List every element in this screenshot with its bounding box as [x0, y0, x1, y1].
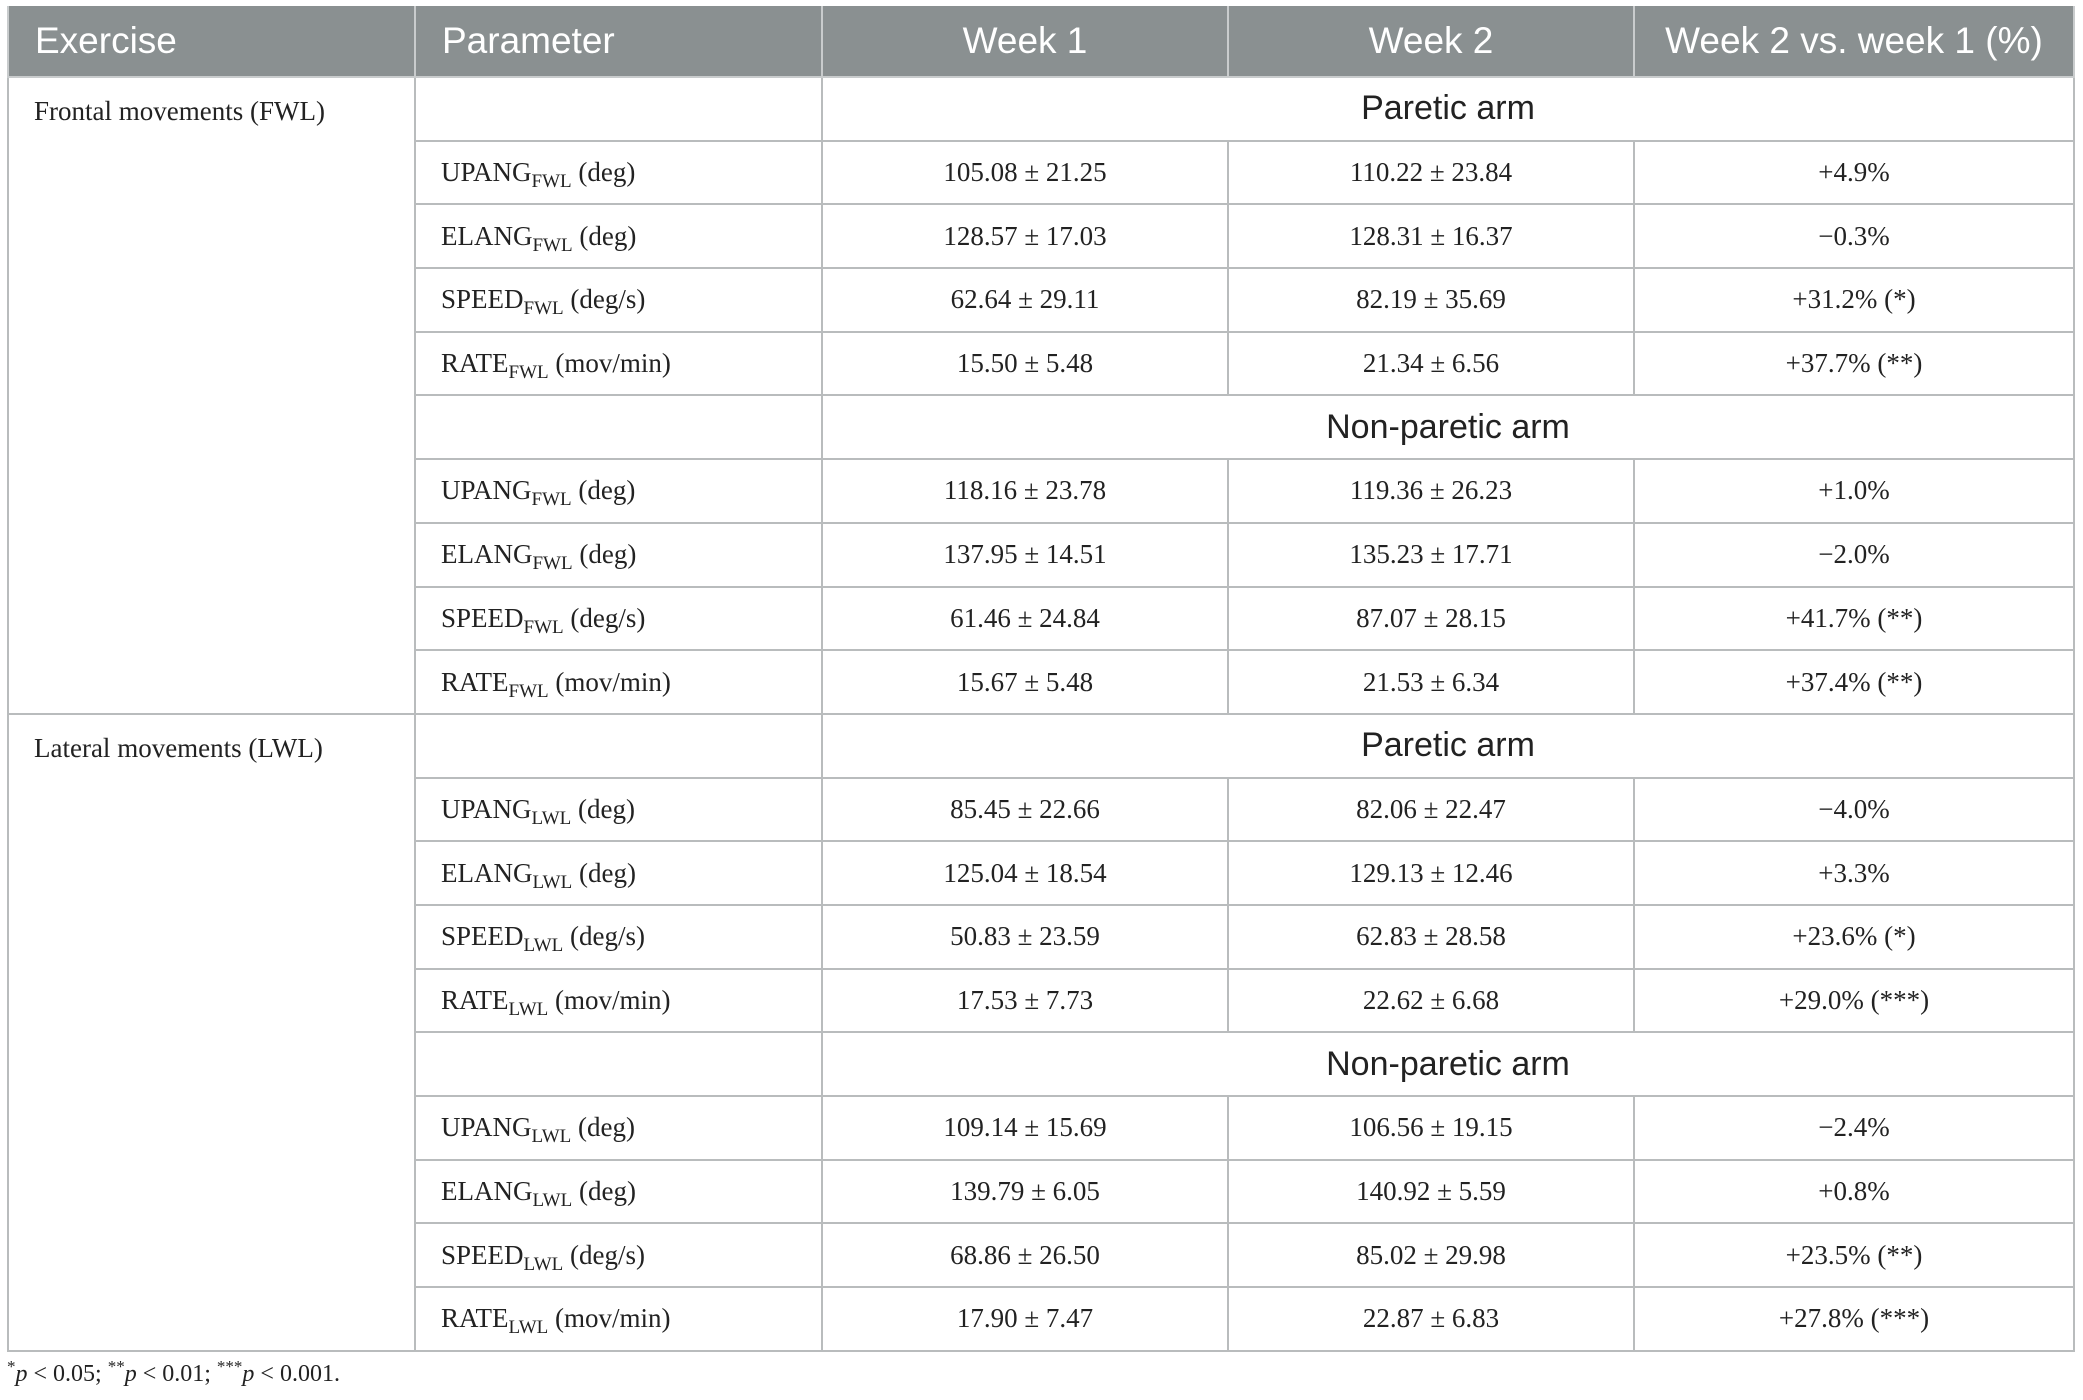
- parameter-unit: (mov/min): [548, 984, 671, 1015]
- change-value: +37.4% (**): [1634, 650, 2074, 714]
- results-table: [7, 6, 2075, 1352]
- arm-group-label: Paretic arm: [822, 714, 2074, 778]
- week1-value: 137.95 ± 14.51: [822, 523, 1228, 587]
- empty-cell: [415, 395, 822, 459]
- change-value: +4.9%: [1634, 141, 2074, 205]
- parameter-subscript: FWL: [508, 680, 549, 702]
- parameter-cell: [415, 778, 822, 842]
- week1-value: 50.83 ± 23.59: [822, 905, 1228, 969]
- parameter-name: SPEED: [441, 284, 524, 315]
- table-body: [8, 77, 2074, 1351]
- footnote-t3: < 0.001.: [254, 1361, 340, 1387]
- week2-value: 140.92 ± 5.59: [1228, 1160, 1634, 1224]
- change-value: +41.7% (**): [1634, 587, 2074, 651]
- week1-value: 15.50 ± 5.48: [822, 332, 1228, 396]
- parameter-name: SPEED: [441, 602, 524, 633]
- parameter-cell: [415, 204, 822, 268]
- parameter-unit: (deg): [572, 857, 636, 888]
- week2-value: 62.83 ± 28.58: [1228, 905, 1634, 969]
- empty-cell: [415, 714, 822, 778]
- parameter-cell: [415, 332, 822, 396]
- change-value: −2.0%: [1634, 523, 2074, 587]
- arm-group-label: Non-paretic arm: [822, 395, 2074, 459]
- change-value: −0.3%: [1634, 204, 2074, 268]
- parameter-unit: (deg/s): [563, 1239, 646, 1270]
- empty-cell: [415, 1032, 822, 1096]
- parameter-subscript: FWL: [531, 171, 572, 193]
- header-parameter: Parameter: [415, 6, 822, 77]
- week2-value: 22.87 ± 6.83: [1228, 1287, 1634, 1351]
- week2-value: 87.07 ± 28.15: [1228, 587, 1634, 651]
- footnote-t1: < 0.05;: [27, 1361, 108, 1387]
- week2-value: 21.53 ± 6.34: [1228, 650, 1634, 714]
- week1-value: 118.16 ± 23.78: [822, 459, 1228, 523]
- parameter-name: UPANG: [441, 157, 532, 188]
- parameter-name: SPEED: [441, 1239, 524, 1270]
- week2-value: 110.22 ± 23.84: [1228, 141, 1634, 205]
- parameter-name: RATE: [441, 1303, 509, 1334]
- week1-value: 139.79 ± 6.05: [822, 1160, 1228, 1224]
- parameter-unit: (mov/min): [548, 666, 671, 697]
- week2-value: 119.36 ± 26.23: [1228, 459, 1634, 523]
- parameter-unit: (deg/s): [563, 602, 646, 633]
- week1-value: 61.46 ± 24.84: [822, 587, 1228, 651]
- parameter-cell: [415, 650, 822, 714]
- week1-value: 17.53 ± 7.73: [822, 969, 1228, 1033]
- footnote-t2: < 0.01;: [136, 1361, 217, 1387]
- parameter-subscript: LWL: [508, 1317, 549, 1339]
- parameter-unit: (deg/s): [563, 284, 646, 315]
- parameter-subscript: LWL: [532, 871, 573, 893]
- parameter-subscript: FWL: [532, 234, 573, 256]
- week1-value: 68.86 ± 26.50: [822, 1223, 1228, 1287]
- exercise-label: Frontal movements (FWL): [8, 77, 415, 714]
- parameter-cell: [415, 268, 822, 332]
- change-value: +23.6% (*): [1634, 905, 2074, 969]
- parameter-name: SPEED: [441, 921, 524, 952]
- parameter-cell: [415, 523, 822, 587]
- week2-value: 85.02 ± 29.98: [1228, 1223, 1634, 1287]
- parameter-cell: [415, 905, 822, 969]
- parameter-cell: [415, 1096, 822, 1160]
- parameter-subscript: FWL: [508, 362, 549, 384]
- parameter-unit: (mov/min): [548, 348, 671, 379]
- change-value: +29.0% (***): [1634, 969, 2074, 1033]
- header-change: Week 2 vs. week 1 (%): [1634, 6, 2074, 77]
- arm-header-row: [8, 714, 2074, 778]
- footnote: [7, 1357, 340, 1388]
- parameter-name: UPANG: [441, 793, 532, 824]
- parameter-name: UPANG: [441, 475, 532, 506]
- parameter-cell: [415, 1287, 822, 1351]
- empty-cell: [415, 77, 822, 141]
- header-week1: Week 1: [822, 6, 1228, 77]
- parameter-subscript: FWL: [532, 553, 573, 575]
- week2-value: 82.19 ± 35.69: [1228, 268, 1634, 332]
- week1-value: 17.90 ± 7.47: [822, 1287, 1228, 1351]
- parameter-name: ELANG: [441, 539, 533, 570]
- footnote-sig3: ***: [216, 1357, 243, 1376]
- parameter-subscript: FWL: [531, 489, 572, 511]
- change-value: +23.5% (**): [1634, 1223, 2074, 1287]
- week1-value: 105.08 ± 21.25: [822, 141, 1228, 205]
- week1-value: 62.64 ± 29.11: [822, 268, 1228, 332]
- week2-value: 106.56 ± 19.15: [1228, 1096, 1634, 1160]
- parameter-unit: (deg/s): [563, 921, 646, 952]
- header-exercise: Exercise: [8, 6, 415, 77]
- results-table-container: [7, 6, 2073, 1352]
- week1-value: 125.04 ± 18.54: [822, 841, 1228, 905]
- parameter-cell: [415, 1223, 822, 1287]
- week2-value: 21.34 ± 6.56: [1228, 332, 1634, 396]
- week1-value: 128.57 ± 17.03: [822, 204, 1228, 268]
- exercise-label: Lateral movements (LWL): [8, 714, 415, 1351]
- change-value: +37.7% (**): [1634, 332, 2074, 396]
- change-value: +3.3%: [1634, 841, 2074, 905]
- parameter-subscript: FWL: [523, 616, 564, 638]
- header-week2: Week 2: [1228, 6, 1634, 77]
- parameter-name: ELANG: [441, 1176, 533, 1207]
- parameter-name: ELANG: [441, 220, 533, 251]
- week1-value: 109.14 ± 15.69: [822, 1096, 1228, 1160]
- parameter-unit: (deg): [572, 539, 637, 570]
- table-header-row: [8, 6, 2074, 77]
- parameter-cell: [415, 141, 822, 205]
- parameter-unit: (deg): [571, 475, 636, 506]
- footnote-p1: p: [15, 1361, 28, 1387]
- arm-group-label: Non-paretic arm: [822, 1032, 2074, 1096]
- footnote-sig2: **: [107, 1357, 125, 1376]
- footnote-p2: p: [124, 1361, 137, 1387]
- parameter-name: ELANG: [441, 857, 533, 888]
- parameter-name: RATE: [441, 666, 509, 697]
- week2-value: 135.23 ± 17.71: [1228, 523, 1634, 587]
- week2-value: 82.06 ± 22.47: [1228, 778, 1634, 842]
- parameter-unit: (deg): [572, 1176, 636, 1207]
- change-value: +1.0%: [1634, 459, 2074, 523]
- parameter-cell: [415, 841, 822, 905]
- parameter-unit: (deg): [571, 1112, 636, 1143]
- arm-header-row: [8, 77, 2074, 141]
- arm-group-label: Paretic arm: [822, 77, 2074, 141]
- parameter-unit: (deg): [571, 157, 636, 188]
- change-value: +0.8%: [1634, 1160, 2074, 1224]
- parameter-unit: (mov/min): [548, 1303, 671, 1334]
- change-value: −2.4%: [1634, 1096, 2074, 1160]
- parameter-cell: [415, 1160, 822, 1224]
- parameter-name: RATE: [441, 984, 509, 1015]
- parameter-cell: [415, 459, 822, 523]
- week2-value: 129.13 ± 12.46: [1228, 841, 1634, 905]
- footnote-p3: p: [242, 1361, 255, 1387]
- footnote-sig1: *: [7, 1357, 16, 1376]
- parameter-subscript: LWL: [532, 1190, 573, 1212]
- parameter-subscript: LWL: [523, 1253, 564, 1275]
- week1-value: 85.45 ± 22.66: [822, 778, 1228, 842]
- parameter-cell: [415, 587, 822, 651]
- parameter-cell: [415, 969, 822, 1033]
- parameter-unit: (deg): [571, 793, 636, 824]
- parameter-subscript: LWL: [531, 807, 572, 829]
- week2-value: 22.62 ± 6.68: [1228, 969, 1634, 1033]
- parameter-name: RATE: [441, 348, 509, 379]
- change-value: +27.8% (***): [1634, 1287, 2074, 1351]
- change-value: +31.2% (*): [1634, 268, 2074, 332]
- parameter-subscript: LWL: [523, 935, 564, 957]
- parameter-subscript: LWL: [531, 1126, 572, 1148]
- week2-value: 128.31 ± 16.37: [1228, 204, 1634, 268]
- parameter-name: UPANG: [441, 1112, 532, 1143]
- change-value: −4.0%: [1634, 778, 2074, 842]
- parameter-unit: (deg): [572, 220, 637, 251]
- parameter-subscript: FWL: [523, 298, 564, 320]
- week1-value: 15.67 ± 5.48: [822, 650, 1228, 714]
- parameter-subscript: LWL: [508, 998, 549, 1020]
